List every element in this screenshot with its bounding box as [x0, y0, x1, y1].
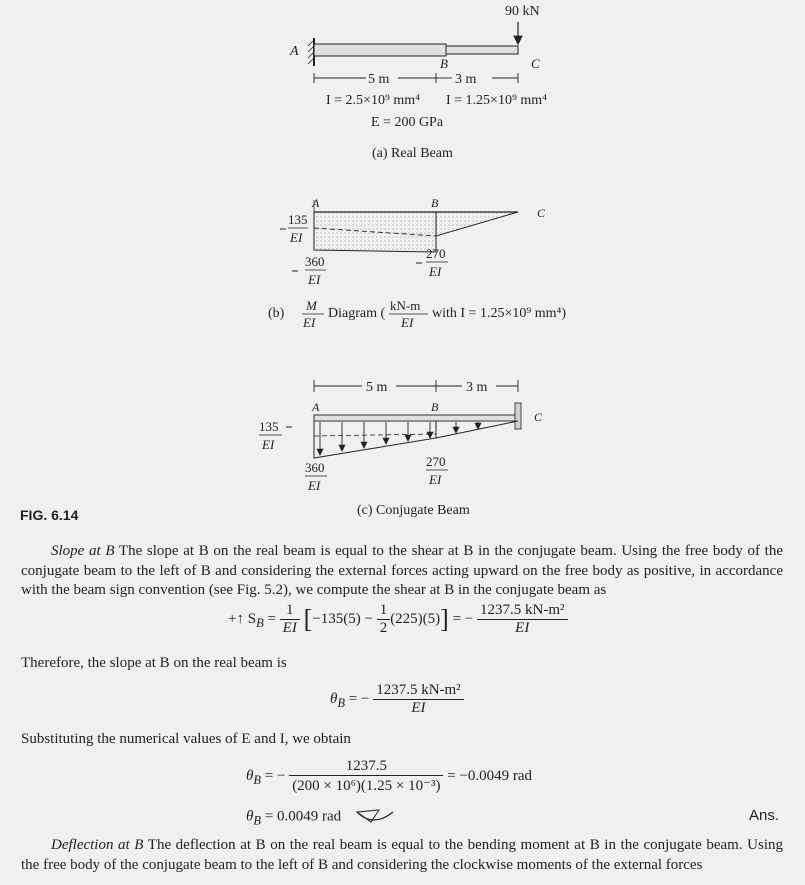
mdiag-C-label: C [537, 206, 546, 220]
clockwise-arrow-icon [353, 806, 397, 828]
conj-load-AB [314, 421, 436, 458]
deflection-heading: Deflection at B [51, 837, 144, 853]
eq2-frac [373, 682, 464, 717]
deflection-body: The deflection at B on the real beam is equal to the bending moment at B in the conjugate beam. Using the free body of the conjugate beam to the left of B and considering the clockwise moments of the external forces [21, 837, 783, 873]
eq3-frac [289, 758, 443, 795]
I-ab-label: I = 2.5×10⁹ mm⁴ [326, 93, 420, 108]
caption-b-EI: EI [303, 315, 316, 330]
eq1-inner2: (225)(5) [390, 610, 441, 627]
conj-360-den: EI [308, 478, 321, 493]
mdiag-360-num: 360 [305, 254, 325, 269]
eq3-sub: B [253, 772, 262, 787]
eq1-half-den: 2 [379, 620, 388, 636]
eq1-eq: = − [452, 610, 474, 627]
conj-load-BC [436, 421, 518, 438]
eq1-frac-num: 1 [280, 602, 300, 620]
conj-dashed [314, 434, 436, 436]
mdiag-A-label: A [312, 196, 320, 210]
eq1-frac-den: EI [282, 620, 297, 636]
dimension-line-c [314, 380, 518, 392]
mdiag-135-den: EI [290, 230, 303, 245]
m-diagram-panel [268, 196, 566, 330]
eq1-half [377, 602, 391, 637]
mdiag-135-num: 135 [288, 212, 308, 227]
eq4-theta: θ [246, 808, 254, 825]
eq2-num: 1237.5 kN-m² [373, 682, 464, 700]
conj-load-arrows [320, 422, 478, 455]
conj-B-label: B [431, 400, 439, 414]
conj-135-num: 135 [259, 419, 279, 434]
caption-a: (a) Real Beam [372, 146, 453, 161]
eq1-lhs: +↑ S [228, 610, 257, 627]
caption-b-prefix: (b) [268, 306, 285, 321]
real-beam-panel [289, 4, 547, 161]
eq3-res: = −0.0049 rad [447, 767, 533, 784]
span-ab-label: 5 m [368, 72, 390, 87]
beam-AB [314, 44, 446, 56]
real-A-label: A [290, 44, 299, 59]
mdiag-B-label: B [431, 196, 439, 210]
conj-135-den: EI [262, 437, 275, 452]
caption-b-unit-den: EI [401, 315, 414, 330]
conj-span-ab: 5 m [366, 380, 388, 395]
conj-C-label: C [534, 410, 543, 424]
eq1-res-num: 1237.5 kN-m² [477, 602, 568, 620]
caption-b-suffix: with I = 1.25×10⁹ mm⁴) [432, 306, 567, 321]
beam-BC [446, 46, 518, 54]
caption-b-mid: Diagram ( [328, 306, 386, 321]
I-bc-label: I = 1.25×10⁹ mm⁴ [446, 93, 547, 108]
conj-span-bc: 3 m [466, 380, 488, 395]
conj-A-label: A [312, 400, 320, 414]
paragraph-substituting: Substituting the numerical values of E and I, we obtain [21, 731, 351, 747]
figure-label: FIG. 6.14 [20, 507, 79, 523]
eq4-sub: B [253, 813, 262, 828]
mdiag-270-den: EI [429, 264, 442, 279]
conj-360-num: 360 [305, 460, 325, 475]
caption-b-M: M [306, 298, 317, 313]
paragraph-deflection [21, 836, 783, 875]
eq3-den: (200 × 10⁶)(1.25 × 10⁻³) [292, 778, 441, 794]
conj-fixed-end [515, 403, 521, 429]
mdiag-360-den: EI [308, 272, 321, 287]
eq1-half-num: 1 [377, 602, 391, 620]
eq2-eq: = − [345, 690, 370, 707]
E-label: E = 200 GPa [371, 115, 444, 130]
eq1-sub: B [256, 615, 264, 630]
eq1-res-den: EI [515, 620, 530, 636]
mdiag-BC-area [436, 212, 518, 236]
slope-heading: Slope at B [51, 543, 115, 559]
real-B-label: B [440, 56, 448, 71]
conj-beam [314, 415, 518, 421]
real-C-label: C [531, 56, 540, 71]
conj-270-num: 270 [426, 454, 446, 469]
eq1-result [477, 602, 568, 637]
eq3-num: 1237.5 [289, 758, 443, 776]
eq4-rest: = 0.0049 rad [261, 808, 342, 825]
paragraph-therefore: Therefore, the slope at B on the real beam is [21, 655, 287, 671]
equation-shear: +↑ $S_B$ = $\frac{1}{EI}$ [−135(5) − $\frac{1}{2}$ (225)(5)] = − $\frac{\text{1237.5 kN-m²}}{EI}$ [228, 602, 568, 637]
equation-theta-b-final [246, 806, 397, 828]
mdiag-270-num: 270 [426, 246, 446, 261]
slope-body: The slope at B on the real beam is equal to the shear at B in the conjugate beam. Using the free body of the conjugate beam to the left of B and considering the external forces acting upward on the free body as positive, in accordance with the beam sign convention (see Fig. 5.2), we compute the shear at B in the conjugate beam as [21, 543, 784, 598]
eq2-den: EI [411, 700, 426, 716]
caption-c: (c) Conjugate Beam [357, 503, 470, 518]
caption-b-unit-num: kN-m [390, 298, 421, 313]
mdiag-AB-area [314, 212, 436, 252]
eq2-sub: B [337, 695, 346, 710]
conj-270-den: EI [429, 472, 442, 487]
load-label: 90 kN [505, 4, 540, 19]
dimension-line-a [314, 73, 518, 83]
eq3-eq: = − [261, 767, 286, 784]
paragraph-slope [21, 542, 783, 601]
equation-theta-b-numeric [246, 758, 532, 795]
eq1-frac [280, 602, 300, 637]
equation-theta-b [330, 682, 464, 717]
span-bc-label: 3 m [455, 72, 477, 87]
eq1-inner1: −135(5) − [312, 610, 373, 627]
answer-label: Ans. [749, 807, 780, 824]
eq2-lhs: θ [330, 690, 338, 707]
conjugate-beam-panel [259, 380, 543, 518]
eq3-lhs: θ [246, 767, 254, 784]
